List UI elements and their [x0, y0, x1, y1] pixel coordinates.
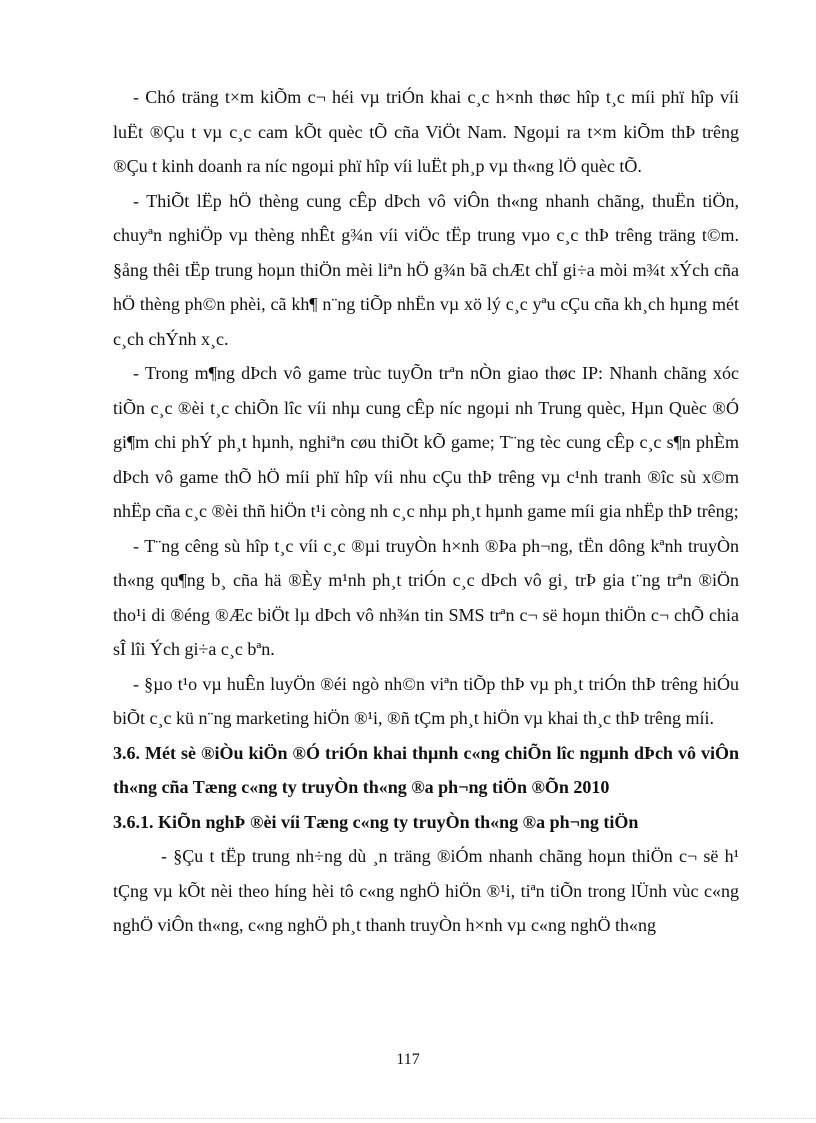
- page-body: [113, 80, 739, 943]
- page-number: 117: [396, 1051, 420, 1068]
- paragraph-3: - Trong m¶ng dÞch vô game trùc tuyÕn trªn nÒn giao thøc IP: Nhanh chãng xóc tiÕn c¸c ®èi t¸c chiÕn lîc víi nhµ cung cÊp níc ngoµi nh Trung quèc, Hµn Quèc ®Ó gi¶m chi phÝ ph¸t hµnh, nghiªn cøu thiÕt kÕ game; T¨ng tèc cung cÊp c¸c s¶n phÈm dÞch vô game thÕ hÖ míi phï hîp víi nhu cÇu thÞ trêng vµ c¹nh tranh ®îc sù x©m nhËp cña c¸c ®èi thñ hiÖn t¹i còng nh c¸c nhµ ph¸t hµnh game míi gia nhËp thÞ trêng;: [113, 363, 739, 521]
- page-bottom-divider: [0, 1118, 816, 1119]
- paragraph-5: - §µo t¹o vµ huÊn luyÖn ®éi ngò nh©n viªn tiÕp thÞ vµ ph¸t triÓn thÞ trêng hiÓu biÕt c¸c kü n¨ng marketing hiÖn ®¹i, ®ñ tÇm ph¸t hiÖn vµ khai th¸c thÞ trêng míi.: [113, 673, 739, 728]
- paragraph-4: - T¨ng cêng sù hîp t¸c víi c¸c ®µi truyÒn h×nh ®Þa ph¬ng, tËn dông kªnh truyÒn th«ng qu¶ng b¸ cña hä ®Èy m¹nh ph¸t triÓn c¸c dÞch vô gi¸ trÞ gia t¨ng trªn ®iÖn tho¹i di ®éng ®Æc biÖt lµ dÞch vô nh¾n tin SMS trªn c¬ së hoµn thiÖn c¬ chÕ chia sÎ lîi Ých gi÷a c¸c bªn.: [113, 535, 739, 659]
- paragraph-1: - Chó träng t×m kiÕm c¬ héi vµ triÓn khai c¸c h×nh thøc hîp t¸c míi phï hîp víi luËt ®Çu t vµ c¸c cam kÕt quèc tÕ cña ViÖt Nam. Ngoµi ra t×m kiÕm thÞ trêng ®Çu t kinh doanh ra níc ngoµi phï hîp víi luËt ph¸p vµ th«ng lÖ quèc tÕ.: [113, 87, 739, 176]
- section-heading: 3.6. Mét sè ®iÒu kiÖn ®Ó triÓn khai thµnh c«ng chiÕn lîc ngµnh dÞch vô viÔn th«ng cña Tæng c«ng ty truyÒn th«ng ®a ph¬ng tiÖn ®Õn 2010: [113, 742, 739, 797]
- paragraph-6: - §Çu t tËp trung nh÷ng dù ¸n träng ®iÓm nhanh chãng hoµn thiÖn c¬ së h¹ tÇng vµ kÕt nèi theo híng hèi tô c«ng nghÖ hiÖn ®¹i, tiªn tiÕn trong lÜnh vùc c«ng nghÖ viÔn th«ng, c«ng nghÖ ph¸t thanh truyÒn h×nh vµ c«ng nghÖ th«ng: [113, 846, 739, 935]
- paragraph-2: - ThiÕt lËp hÖ thèng cung cÊp dÞch vô viÔn th«ng nhanh chãng, thuËn tiÖn, chuyªn nghiÖp vµ thèng nhÊt g¾n víi viÖc tËp trung vµo c¸c thÞ trêng träng t©m. §ång thêi tËp trung hoµn thiÖn mèi liªn hÖ g¾n bã chÆt chÏ gi÷a mòi m¾t xÝch cña hÖ thèng ph©n phèi, cã kh¶ n¨ng tiÕp nhËn vµ xö lý c¸c yªu cÇu cña kh¸ch hµng mét c¸ch chÝnh x¸c.: [113, 190, 739, 349]
- subsection-heading: 3.6.1. KiÕn nghÞ ®èi víi Tæng c«ng ty truyÒn th«ng ®a ph¬ng tiÖn: [113, 811, 639, 832]
